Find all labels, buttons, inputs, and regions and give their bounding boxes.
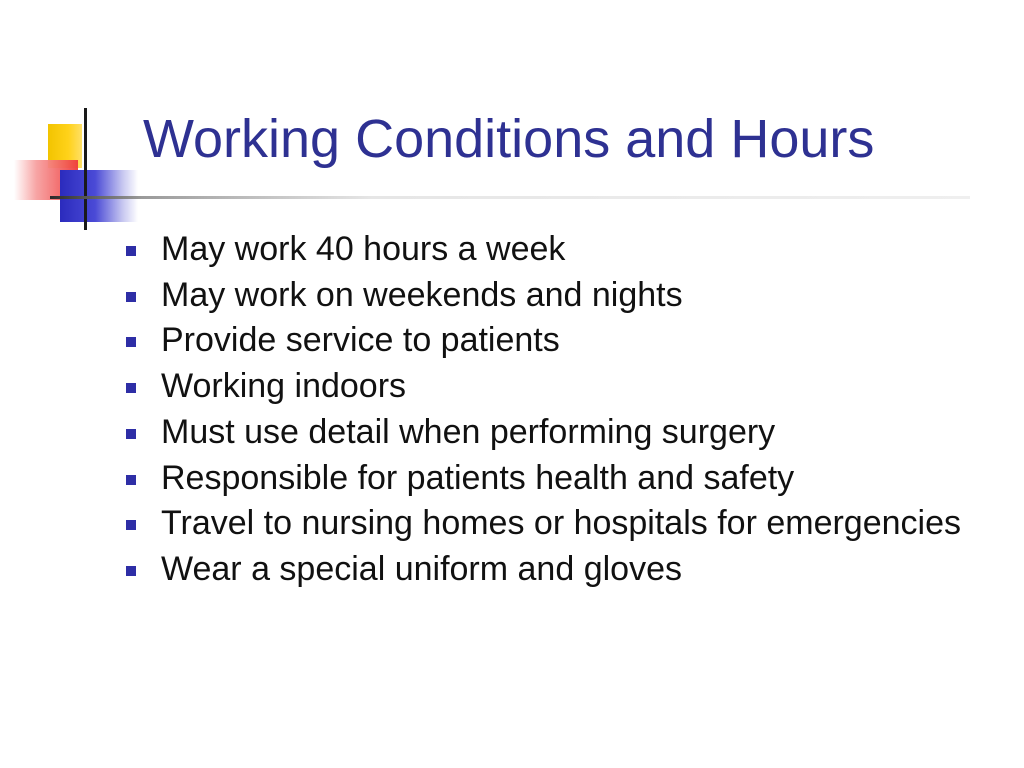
square-bullet-icon — [126, 429, 136, 439]
bullet-text: Working indoors — [161, 367, 407, 406]
bullet-text: May work 40 hours a week — [161, 230, 566, 268]
square-bullet-icon — [126, 383, 136, 393]
bullet-item — [124, 505, 984, 542]
square-bullet-icon — [126, 520, 136, 530]
bullet-text: Responsible for patients health and safety — [161, 458, 795, 497]
title-underline — [50, 196, 970, 199]
square-bullet-icon — [126, 566, 136, 576]
bullet-item — [124, 414, 984, 451]
bullet-list — [124, 231, 984, 597]
square-bullet-icon — [126, 246, 136, 256]
bullet-text: Travel to nursing homes or hospitals for emergencies — [161, 504, 961, 543]
bullet-text: Wear a special uniform and gloves — [161, 550, 682, 589]
bullet-text: May work on weekends and nights — [161, 275, 683, 314]
square-bullet-icon — [126, 292, 136, 302]
bullet-item — [124, 551, 984, 588]
bullet-text: Must use detail when performing surgery — [161, 412, 776, 451]
square-bullet-icon — [126, 475, 136, 485]
bullet-item — [124, 322, 984, 359]
decorative-vertical-line — [84, 108, 87, 230]
bullet-item — [124, 460, 984, 497]
bullet-item — [124, 277, 984, 314]
square-bullet-icon — [126, 337, 136, 347]
slide-title: Working Conditions and Hours — [143, 109, 875, 169]
bullet-item — [124, 231, 984, 268]
bullet-item — [124, 368, 984, 405]
bullet-text: Provide service to patients — [161, 321, 560, 360]
